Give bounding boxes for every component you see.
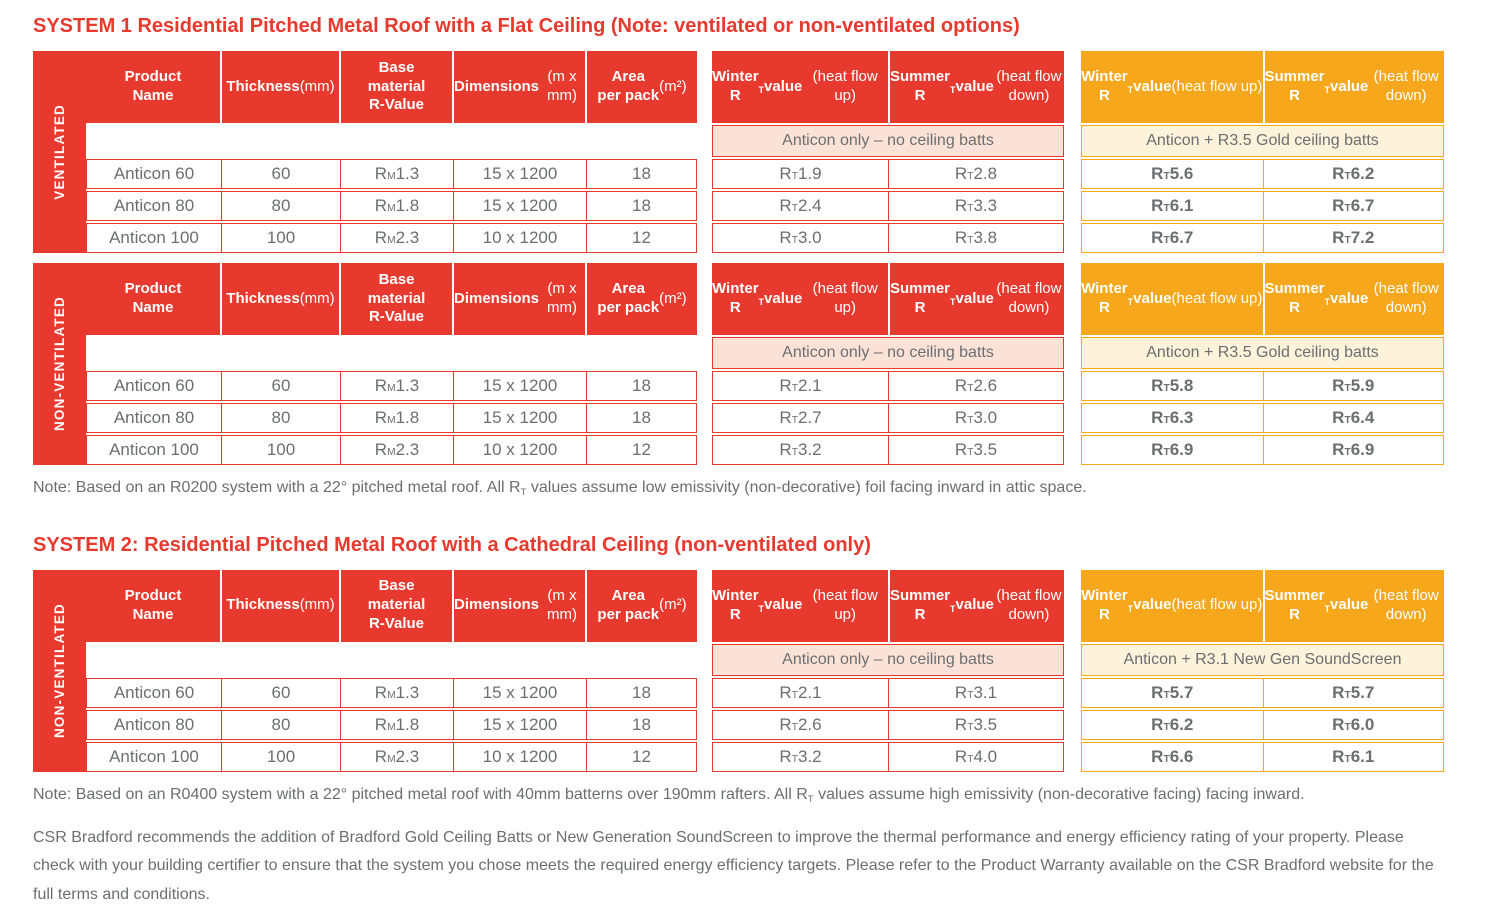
cell-area-per-pack: 18 [586, 192, 696, 220]
header-cell: Area per pack (m²) [585, 570, 697, 642]
table-row [1081, 371, 1444, 401]
table-row [86, 742, 697, 772]
cell-summer-rt: R $_T$ 6.0 [1263, 711, 1444, 739]
header-cell: Base material R-Value [339, 263, 452, 335]
header-cell-summer-rt: Summer R $_T$ value (heat flow down) [888, 263, 1064, 335]
table-row [712, 403, 1064, 433]
table-row [86, 710, 697, 740]
cell-area-per-pack: 12 [586, 224, 696, 252]
header-cell-summer-rt: Summer R $_T$ value (heat flow down) [1263, 570, 1445, 642]
header-cell: Product Name [124, 68, 182, 104]
cell-winter-rt: R $_T$ 3.2 [779, 440, 822, 459]
header-cell: Thickness (mm) [220, 51, 339, 123]
cell-base-r-value: R $_M$ 1.8 [340, 711, 453, 739]
cell-product: Anticon 80 [113, 196, 195, 215]
empty-band [86, 644, 697, 676]
cell-summer-rt: R $_T$ 3.0 [888, 404, 1063, 432]
table-row [86, 223, 697, 253]
cell-winter-rt: R $_T$ 1.9 [779, 164, 822, 183]
header-row [86, 263, 697, 335]
cell-summer-rt: R $_T$ 3.3 [888, 192, 1063, 220]
cell-summer-rt: R $_T$ 7.2 [1263, 224, 1444, 252]
orientation-sidebar [33, 263, 86, 465]
cell-thickness: 60 [221, 160, 340, 188]
table-row [1081, 435, 1444, 465]
cell-product: Anticon 100 [109, 228, 199, 247]
cell-winter-rt: R $_T$ 5.7 [1151, 682, 1194, 702]
header-row [712, 570, 1064, 642]
cell-area-per-pack: 18 [586, 711, 696, 739]
header-cell: Dimensions (m x mm) [452, 570, 585, 642]
cell-area-per-pack: 18 [586, 372, 696, 400]
header-cell-winter-rt: Winter R $_T$ value (heat flow up) [1081, 68, 1263, 104]
cell-winter-rt: R $_T$ 6.1 [1151, 196, 1194, 215]
header-cell: Thickness (mm) [220, 570, 339, 642]
cell-winter-rt: R $_T$ 6.6 [1151, 746, 1194, 766]
table-row [712, 159, 1064, 189]
header-cell-winter-rt: Winter R $_T$ value (heat flow up) [712, 68, 878, 104]
header-row [86, 51, 697, 123]
table-row [1081, 742, 1444, 772]
cell-winter-rt: R $_T$ 2.4 [779, 196, 822, 215]
cell-winter-rt: R $_T$ 5.6 [1151, 164, 1194, 183]
cell-winter-rt: R $_T$ 6.2 [1151, 714, 1194, 734]
cell-product: Anticon 80 [113, 408, 195, 427]
table-row [86, 403, 697, 433]
cell-area-per-pack: 18 [586, 404, 696, 432]
header-cell: Product Name [124, 280, 182, 316]
header-cell-winter-rt: Winter R $_T$ value (heat flow up) [712, 280, 878, 316]
cell-dimensions: 15 x 1200 [453, 372, 586, 400]
table-row [712, 435, 1064, 465]
table-row [1081, 710, 1444, 740]
table-row [86, 159, 697, 189]
cell-summer-rt: R $_T$ 3.5 [888, 436, 1063, 464]
cell-product: Anticon 80 [113, 714, 195, 734]
product-table [33, 51, 697, 253]
cell-summer-rt: R $_T$ 2.6 [888, 372, 1063, 400]
header-cell: Area per pack (m²) [585, 263, 697, 335]
cell-base-r-value: R $_M$ 1.8 [340, 404, 453, 432]
header-cell-winter-rt: Winter R $_T$ value (heat flow up) [1081, 280, 1263, 316]
cell-winter-rt: R $_T$ 2.1 [779, 682, 822, 702]
table-row [86, 678, 697, 708]
empty-band [86, 337, 697, 369]
cell-product: Anticon 60 [113, 376, 195, 395]
system1-nonventilated-tables [33, 263, 1489, 465]
cell-summer-rt: R $_T$ 6.4 [1263, 404, 1444, 432]
table-row [1081, 403, 1444, 433]
cell-summer-rt: R $_T$ 3.1 [888, 679, 1063, 707]
cell-dimensions: 15 x 1200 [453, 160, 586, 188]
header-cell: Base material R-Value [339, 51, 452, 123]
band-label: Anticon + R3.1 New Gen SoundScreen [1081, 644, 1444, 676]
cell-summer-rt: R $_T$ 6.1 [1263, 743, 1444, 771]
cell-dimensions: 10 x 1200 [453, 224, 586, 252]
cell-thickness: 80 [221, 404, 340, 432]
cell-summer-rt: R $_T$ 6.9 [1263, 436, 1444, 464]
product-table-body [86, 570, 697, 772]
cell-winter-rt: R $_T$ 6.9 [1151, 440, 1194, 459]
table-row [1081, 159, 1444, 189]
anticon-only-table [712, 570, 1064, 772]
cell-area-per-pack: 12 [586, 743, 696, 771]
system2-nonventilated-tables [33, 570, 1489, 772]
table-row [1081, 191, 1444, 221]
cell-base-r-value: R $_M$ 1.3 [340, 160, 453, 188]
band-label: Anticon + R3.5 Gold ceiling batts [1081, 125, 1444, 157]
cell-base-r-value: R $_M$ 2.3 [340, 224, 453, 252]
cell-area-per-pack: 18 [586, 160, 696, 188]
orientation-sidebar [33, 51, 86, 253]
header-cell: Dimensions (m x mm) [452, 51, 585, 123]
header-cell: Area per pack (m²) [585, 51, 697, 123]
system1-note: Note: Based on an R0200 system with a 22° pitched metal roof. All $R_T$ values assume low emissivity (non-decorative) foil facing inward in attic space. [33, 479, 1087, 499]
anticon-plus-batts-table [1081, 51, 1444, 253]
cell-dimensions: 15 x 1200 [453, 192, 586, 220]
cell-base-r-value: R $_M$ 1.3 [340, 679, 453, 707]
cell-thickness: 100 [221, 436, 340, 464]
anticon-only-table [712, 51, 1064, 253]
header-row [712, 51, 1064, 123]
table-row [712, 223, 1064, 253]
cell-dimensions: 15 x 1200 [453, 711, 586, 739]
cell-summer-rt: R $_T$ 3.5 [888, 711, 1063, 739]
cell-product: Anticon 100 [109, 746, 199, 766]
header-cell-summer-rt: Summer R $_T$ value (heat flow down) [1263, 263, 1445, 335]
header-cell: Thickness (mm) [220, 263, 339, 335]
product-table [33, 570, 697, 772]
cell-winter-rt: R $_T$ 6.3 [1151, 408, 1194, 427]
cell-summer-rt: R $_T$ 6.2 [1263, 160, 1444, 188]
system2-note: Note: Based on an R0400 system with a 22° pitched metal roof with 40mm batterns over 190mm rafters. All $R_T$ values assume high emissivity (non-decorative facing) facing inward. [33, 785, 1305, 805]
product-table [33, 263, 697, 465]
header-row [712, 263, 1064, 335]
header-row [1081, 570, 1444, 642]
cell-product: Anticon 60 [113, 164, 195, 183]
table-row [712, 678, 1064, 708]
band-label: Anticon only – no ceiling batts [712, 644, 1064, 676]
anticon-plus-batts-table [1081, 570, 1444, 772]
table-row [712, 371, 1064, 401]
header-cell-summer-rt: Summer R $_T$ value (heat flow down) [888, 570, 1064, 642]
cell-dimensions: 10 x 1200 [453, 436, 586, 464]
system2-title: SYSTEM 2: Residential Pitched Metal Roof with a Cathedral Ceiling (non-ventilated only) [33, 533, 871, 556]
cell-winter-rt: R $_T$ 3.2 [779, 746, 822, 766]
header-row [1081, 263, 1444, 335]
anticon-plus-batts-table [1081, 263, 1444, 465]
table-row [1081, 223, 1444, 253]
header-cell-winter-rt: Winter R $_T$ value (heat flow up) [1081, 586, 1263, 623]
table-row [86, 371, 697, 401]
cell-base-r-value: R $_M$ 1.3 [340, 372, 453, 400]
band-label: Anticon only – no ceiling batts [712, 125, 1064, 157]
header-row [1081, 51, 1444, 123]
band-label: Anticon only – no ceiling batts [712, 337, 1064, 369]
cell-base-r-value: R $_M$ 2.3 [340, 436, 453, 464]
cell-area-per-pack: 18 [586, 679, 696, 707]
cell-dimensions: 10 x 1200 [453, 743, 586, 771]
system1-ventilated-tables [33, 51, 1489, 253]
table-row [712, 710, 1064, 740]
cell-winter-rt: R $_T$ 2.7 [779, 408, 822, 427]
cell-winter-rt: R $_T$ 5.8 [1151, 376, 1194, 395]
cell-summer-rt: R $_T$ 6.7 [1263, 192, 1444, 220]
header-cell-summer-rt: Summer R $_T$ value (heat flow down) [888, 51, 1064, 123]
cell-base-r-value: R $_M$ 1.8 [340, 192, 453, 220]
header-cell: Product Name [124, 586, 182, 623]
orientation-label: VENTILATED [52, 104, 67, 200]
header-cell-summer-rt: Summer R $_T$ value (heat flow down) [1263, 51, 1445, 123]
cell-thickness: 60 [221, 372, 340, 400]
table-row [86, 435, 697, 465]
table-row [712, 191, 1064, 221]
cell-summer-rt: R $_T$ 5.7 [1263, 679, 1444, 707]
product-table-body [86, 263, 697, 465]
cell-area-per-pack: 12 [586, 436, 696, 464]
table-row [86, 191, 697, 221]
cell-thickness: 100 [221, 743, 340, 771]
empty-band [86, 125, 697, 157]
system1-title: SYSTEM 1 Residential Pitched Metal Roof with a Flat Ceiling (Note: ventilated or non-ventilated options) [33, 15, 1020, 37]
cell-thickness: 100 [221, 224, 340, 252]
cell-dimensions: 15 x 1200 [453, 404, 586, 432]
cell-product: Anticon 60 [113, 682, 195, 702]
orientation-label: NON-VENTILATED [52, 603, 67, 739]
product-table-body [86, 51, 697, 253]
cell-product: Anticon 100 [109, 440, 199, 459]
orientation-sidebar [33, 570, 86, 772]
cell-thickness: 60 [221, 679, 340, 707]
anticon-only-table [712, 263, 1064, 465]
header-row [86, 570, 697, 642]
cell-base-r-value: R $_M$ 2.3 [340, 743, 453, 771]
cell-summer-rt: R $_T$ 3.8 [888, 224, 1063, 252]
cell-winter-rt: R $_T$ 3.0 [779, 228, 822, 247]
footer-paragraph: CSR Bradford recommends the addition of Bradford Gold Ceiling Batts or New Generation SoundScreen to improve the thermal performance and energy efficiency rating of your property. Please check with your building certifier to ensure that the system you chose meets the required energy efficiency targets. Please refer to the Product Warranty available on the CSR Bradford website for the full terms and conditions. [33, 828, 1434, 904]
cell-winter-rt: R $_T$ 2.6 [779, 714, 822, 734]
cell-summer-rt: R $_T$ 2.8 [888, 160, 1063, 188]
header-cell-winter-rt: Winter R $_T$ value (heat flow up) [712, 586, 878, 623]
table-row [1081, 678, 1444, 708]
cell-winter-rt: R $_T$ 2.1 [779, 376, 822, 395]
table-row [712, 742, 1064, 772]
cell-thickness: 80 [221, 192, 340, 220]
cell-winter-rt: R $_T$ 6.7 [1151, 228, 1194, 247]
band-label: Anticon + R3.5 Gold ceiling batts [1081, 337, 1444, 369]
cell-summer-rt: R $_T$ 5.9 [1263, 372, 1444, 400]
cell-thickness: 80 [221, 711, 340, 739]
header-cell: Base material R-Value [339, 570, 452, 642]
cell-dimensions: 15 x 1200 [453, 679, 586, 707]
orientation-label: NON-VENTILATED [52, 296, 67, 432]
cell-summer-rt: R $_T$ 4.0 [888, 743, 1063, 771]
header-cell: Dimensions (m x mm) [452, 263, 585, 335]
